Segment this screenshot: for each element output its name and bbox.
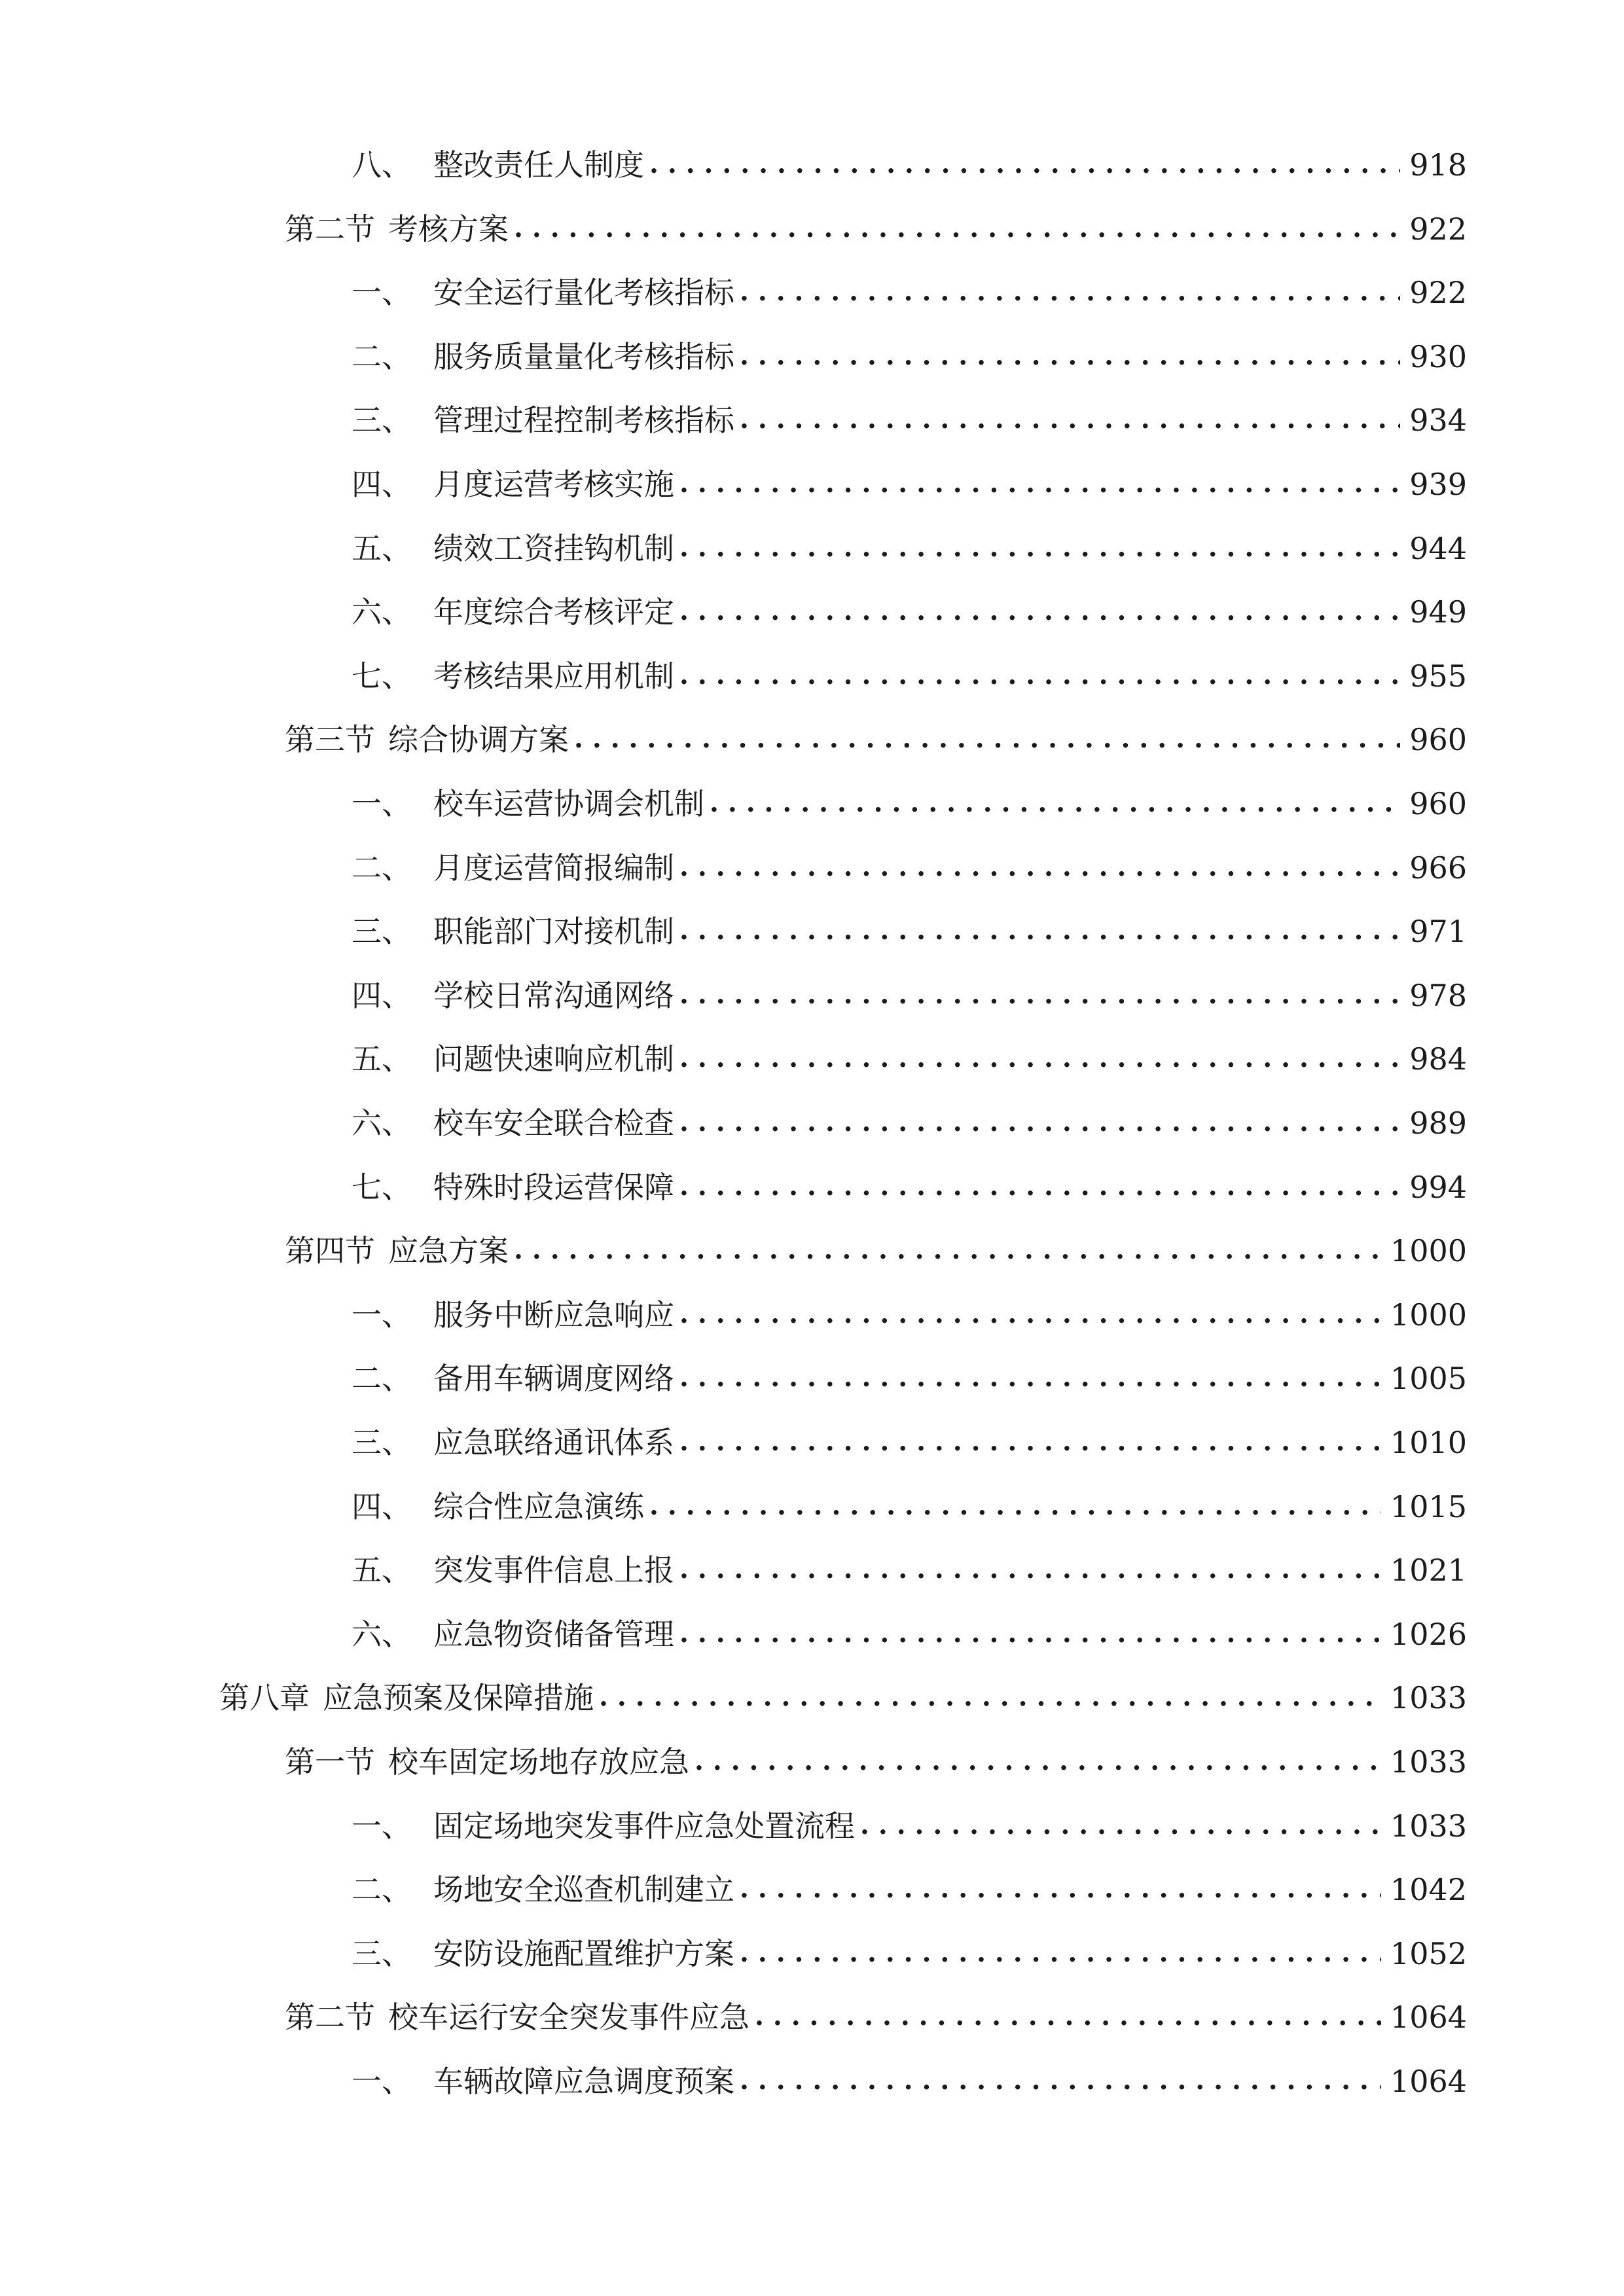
toc-entry-item[interactable] (352, 1359, 1467, 1398)
toc-entry-title: 职能部门对接机制 (433, 914, 674, 950)
dot-leader (679, 1101, 1400, 1142)
toc-entry-page-number: 1064 (1390, 2064, 1467, 2099)
dot-leader (679, 846, 1400, 887)
toc-entry-number: 第八章 (219, 1680, 310, 1716)
toc-entry-title: 考核方案 (388, 211, 509, 247)
dot-leader (679, 1037, 1400, 1078)
toc-entry-page-number: 1033 (1390, 1808, 1467, 1844)
dot-leader (679, 1165, 1400, 1206)
toc-entry-item[interactable] (352, 1551, 1467, 1590)
toc-entry-page-number: 934 (1409, 403, 1467, 439)
toc-entry-item[interactable] (352, 1168, 1467, 1207)
toc-entry-title: 学校日常沟通网络 (433, 977, 674, 1013)
toc-entry-number: 二、 (352, 338, 412, 374)
toc-entry-item[interactable] (352, 529, 1467, 568)
dot-leader (740, 1931, 1381, 1973)
toc-entry-item[interactable] (352, 1806, 1467, 1846)
toc-entry-page-number: 922 (1409, 211, 1467, 247)
toc-entry-number: 一、 (352, 786, 412, 821)
toc-entry-number: 四、 (352, 467, 412, 502)
toc-entry-title: 场地安全巡查机制建立 (433, 1872, 734, 1908)
toc-entry-page-number: 1033 (1390, 1680, 1467, 1716)
toc-entry-number: 第二节 (285, 2000, 375, 2036)
toc-entry-page-number: 978 (1409, 977, 1467, 1013)
toc-entry-title: 校车运营协调会机制 (433, 786, 704, 821)
toc-entry-page-number: 949 (1409, 594, 1467, 630)
toc-entry-title: 年度综合考核评定 (433, 594, 674, 630)
toc-entry-title: 车辆故障应急调度预案 (433, 2064, 734, 2099)
toc-entry-title: 综合性应急演练 (433, 1488, 644, 1524)
toc-entry-title: 服务质量量化考核指标 (433, 338, 734, 374)
toc-entry-item[interactable] (352, 1934, 1467, 1973)
dot-leader (574, 717, 1400, 759)
toc-entry-item[interactable] (352, 2062, 1467, 2101)
toc-entry-page-number: 989 (1409, 1105, 1467, 1141)
toc-entry-number: 七、 (352, 1169, 412, 1205)
toc-entry-item[interactable] (352, 1103, 1467, 1143)
dot-leader (679, 526, 1400, 567)
toc-entry-number: 二、 (352, 1361, 412, 1397)
toc-entry-page-number: 922 (1409, 275, 1467, 311)
toc-entry-item[interactable] (352, 592, 1467, 632)
toc-entry-item[interactable] (352, 912, 1467, 951)
toc-entry-title: 应急预案及保障措施 (323, 1680, 594, 1716)
toc-entry-page-number: 1005 (1390, 1361, 1467, 1397)
toc-entry-number: 一、 (352, 1297, 412, 1333)
dot-leader (740, 2059, 1381, 2100)
toc-entry-section[interactable] (285, 1742, 1467, 1782)
toc-entry-title: 安全运行量化考核指标 (433, 275, 734, 311)
toc-entry-number: 三、 (352, 1425, 412, 1460)
toc-entry-number: 第四节 (285, 1233, 375, 1269)
toc-entry-title: 固定场地突发事件应急处置流程 (433, 1808, 855, 1844)
dot-leader (679, 654, 1400, 695)
dot-leader (679, 1612, 1381, 1653)
toc-entry-item[interactable] (352, 848, 1467, 888)
toc-entry-title: 问题快速响应机制 (433, 1041, 674, 1077)
toc-entry-page-number: 1000 (1390, 1233, 1467, 1269)
toc-entry-title: 校车固定场地存放应急 (388, 1744, 689, 1780)
toc-entry-number: 一、 (352, 275, 412, 311)
toc-entry-title: 服务中断应急响应 (433, 1297, 674, 1333)
toc-entry-page-number: 1052 (1390, 1935, 1467, 1971)
dot-leader (740, 1867, 1381, 1909)
toc-entry-title: 特殊时段运营保障 (433, 1169, 674, 1205)
toc-entry-chapter[interactable] (219, 1678, 1467, 1717)
toc-entry-item[interactable] (352, 465, 1467, 504)
toc-entry-title: 应急联络通讯体系 (433, 1425, 674, 1460)
toc-entry-item[interactable] (352, 401, 1467, 440)
toc-entry-title: 应急方案 (388, 1233, 509, 1269)
toc-entry-section[interactable] (285, 720, 1467, 759)
toc-entry-page-number: 1010 (1390, 1425, 1467, 1460)
dot-leader (679, 1293, 1381, 1334)
toc-entry-item[interactable] (352, 784, 1467, 823)
toc-entry-number: 六、 (352, 1616, 412, 1652)
toc-entry-item[interactable] (352, 1423, 1467, 1462)
dot-leader (740, 334, 1400, 376)
toc-entry-page-number: 918 (1409, 147, 1467, 183)
toc-entry-number: 四、 (352, 1488, 412, 1524)
dot-leader (679, 909, 1400, 950)
toc-entry-number: 五、 (352, 1041, 412, 1077)
toc-entry-item[interactable] (352, 1039, 1467, 1079)
toc-entry-number: 三、 (352, 914, 412, 950)
toc-entry-title: 考核结果应用机制 (433, 658, 674, 694)
dot-leader (514, 1229, 1381, 1270)
dot-leader (649, 143, 1400, 184)
toc-entry-number: 三、 (352, 403, 412, 439)
toc-entry-page-number: 960 (1409, 786, 1467, 821)
toc-entry-number: 六、 (352, 1105, 412, 1141)
dot-leader (649, 1484, 1381, 1526)
toc-entry-title: 管理过程控制考核指标 (433, 403, 734, 439)
toc-entry-item[interactable] (352, 656, 1467, 696)
toc-entry-page-number: 944 (1409, 530, 1467, 566)
toc-entry-title: 月度运营简报编制 (433, 850, 674, 886)
toc-entry-page-number: 994 (1409, 1169, 1467, 1205)
toc-entry-title: 月度运营考核实施 (433, 467, 674, 502)
dot-leader (679, 590, 1400, 631)
toc-entry-number: 八、 (352, 147, 412, 183)
toc-entry-item[interactable] (352, 1870, 1467, 1909)
toc-entry-number: 第一节 (285, 1744, 375, 1780)
dot-leader (710, 781, 1400, 823)
toc-entry-number: 七、 (352, 658, 412, 694)
toc-entry-title: 应急物资储备管理 (433, 1616, 674, 1652)
toc-entry-page-number: 1042 (1390, 1872, 1467, 1908)
toc-entry-page-number: 971 (1409, 914, 1467, 950)
toc-entry-title: 备用车辆调度网络 (433, 1361, 674, 1397)
dot-leader (679, 1548, 1381, 1589)
toc-entry-number: 五、 (352, 530, 412, 566)
toc-entry-page-number: 1021 (1390, 1552, 1467, 1588)
toc-entry-page-number: 1000 (1390, 1297, 1467, 1333)
toc-entry-title: 安防设施配置维护方案 (433, 1935, 734, 1971)
dot-leader (740, 270, 1400, 312)
toc-entry-item[interactable] (352, 337, 1467, 376)
toc-entry-section[interactable] (285, 1998, 1467, 2037)
toc-entry-title: 整改责任人制度 (433, 147, 644, 183)
dot-leader (679, 462, 1400, 503)
toc-entry-number: 四、 (352, 977, 412, 1013)
toc-entry-number: 五、 (352, 1552, 412, 1588)
toc-entry-section[interactable] (285, 209, 1467, 249)
toc-entry-number: 二、 (352, 850, 412, 886)
toc-entry-number: 第三节 (285, 722, 375, 758)
dot-leader (860, 1804, 1381, 1845)
dot-leader (599, 1676, 1381, 1717)
dot-leader (695, 1740, 1381, 1781)
toc-entry-section[interactable] (285, 1231, 1467, 1270)
toc-entry-page-number: 1026 (1390, 1616, 1467, 1652)
toc-entry-title: 校车安全联合检查 (433, 1105, 674, 1141)
toc-entry-page-number: 955 (1409, 658, 1467, 694)
toc-entry-page-number: 960 (1409, 722, 1467, 758)
toc-entry-number: 六、 (352, 594, 412, 630)
toc-entry-number: 三、 (352, 1935, 412, 1971)
toc-entry-number: 一、 (352, 1808, 412, 1844)
dot-leader (755, 1995, 1381, 2036)
dot-leader (679, 1420, 1381, 1462)
toc-entry-number: 二、 (352, 1872, 412, 1908)
toc-entry-page-number: 966 (1409, 850, 1467, 886)
toc-entry-title: 突发事件信息上报 (433, 1552, 674, 1588)
dot-leader (679, 1356, 1381, 1397)
toc-entry-title: 绩效工资挂钩机制 (433, 530, 674, 566)
toc-entry-page-number: 1033 (1390, 1744, 1467, 1780)
toc-entry-page-number: 939 (1409, 467, 1467, 502)
toc-entry-page-number: 984 (1409, 1041, 1467, 1077)
toc-entry-page-number: 930 (1409, 338, 1467, 374)
toc-entry-item[interactable] (352, 1615, 1467, 1654)
toc-entry-item[interactable] (352, 976, 1467, 1015)
dot-leader (514, 207, 1400, 248)
toc-entry-item[interactable] (352, 273, 1467, 312)
toc-entry-item[interactable] (352, 1487, 1467, 1526)
toc-entry-page-number: 1064 (1390, 2000, 1467, 2036)
toc-entry-number: 一、 (352, 2064, 412, 2099)
dot-leader (679, 973, 1400, 1014)
toc-entry-item[interactable] (352, 1295, 1467, 1335)
dot-leader (740, 398, 1400, 439)
toc-entry-title: 校车运行安全突发事件应急 (388, 2000, 749, 2036)
toc-entry-number: 第二节 (285, 211, 375, 247)
toc-entry-title: 综合协调方案 (388, 722, 569, 758)
toc-entry-page-number: 1015 (1390, 1488, 1467, 1524)
toc-entry-item[interactable] (352, 145, 1467, 185)
